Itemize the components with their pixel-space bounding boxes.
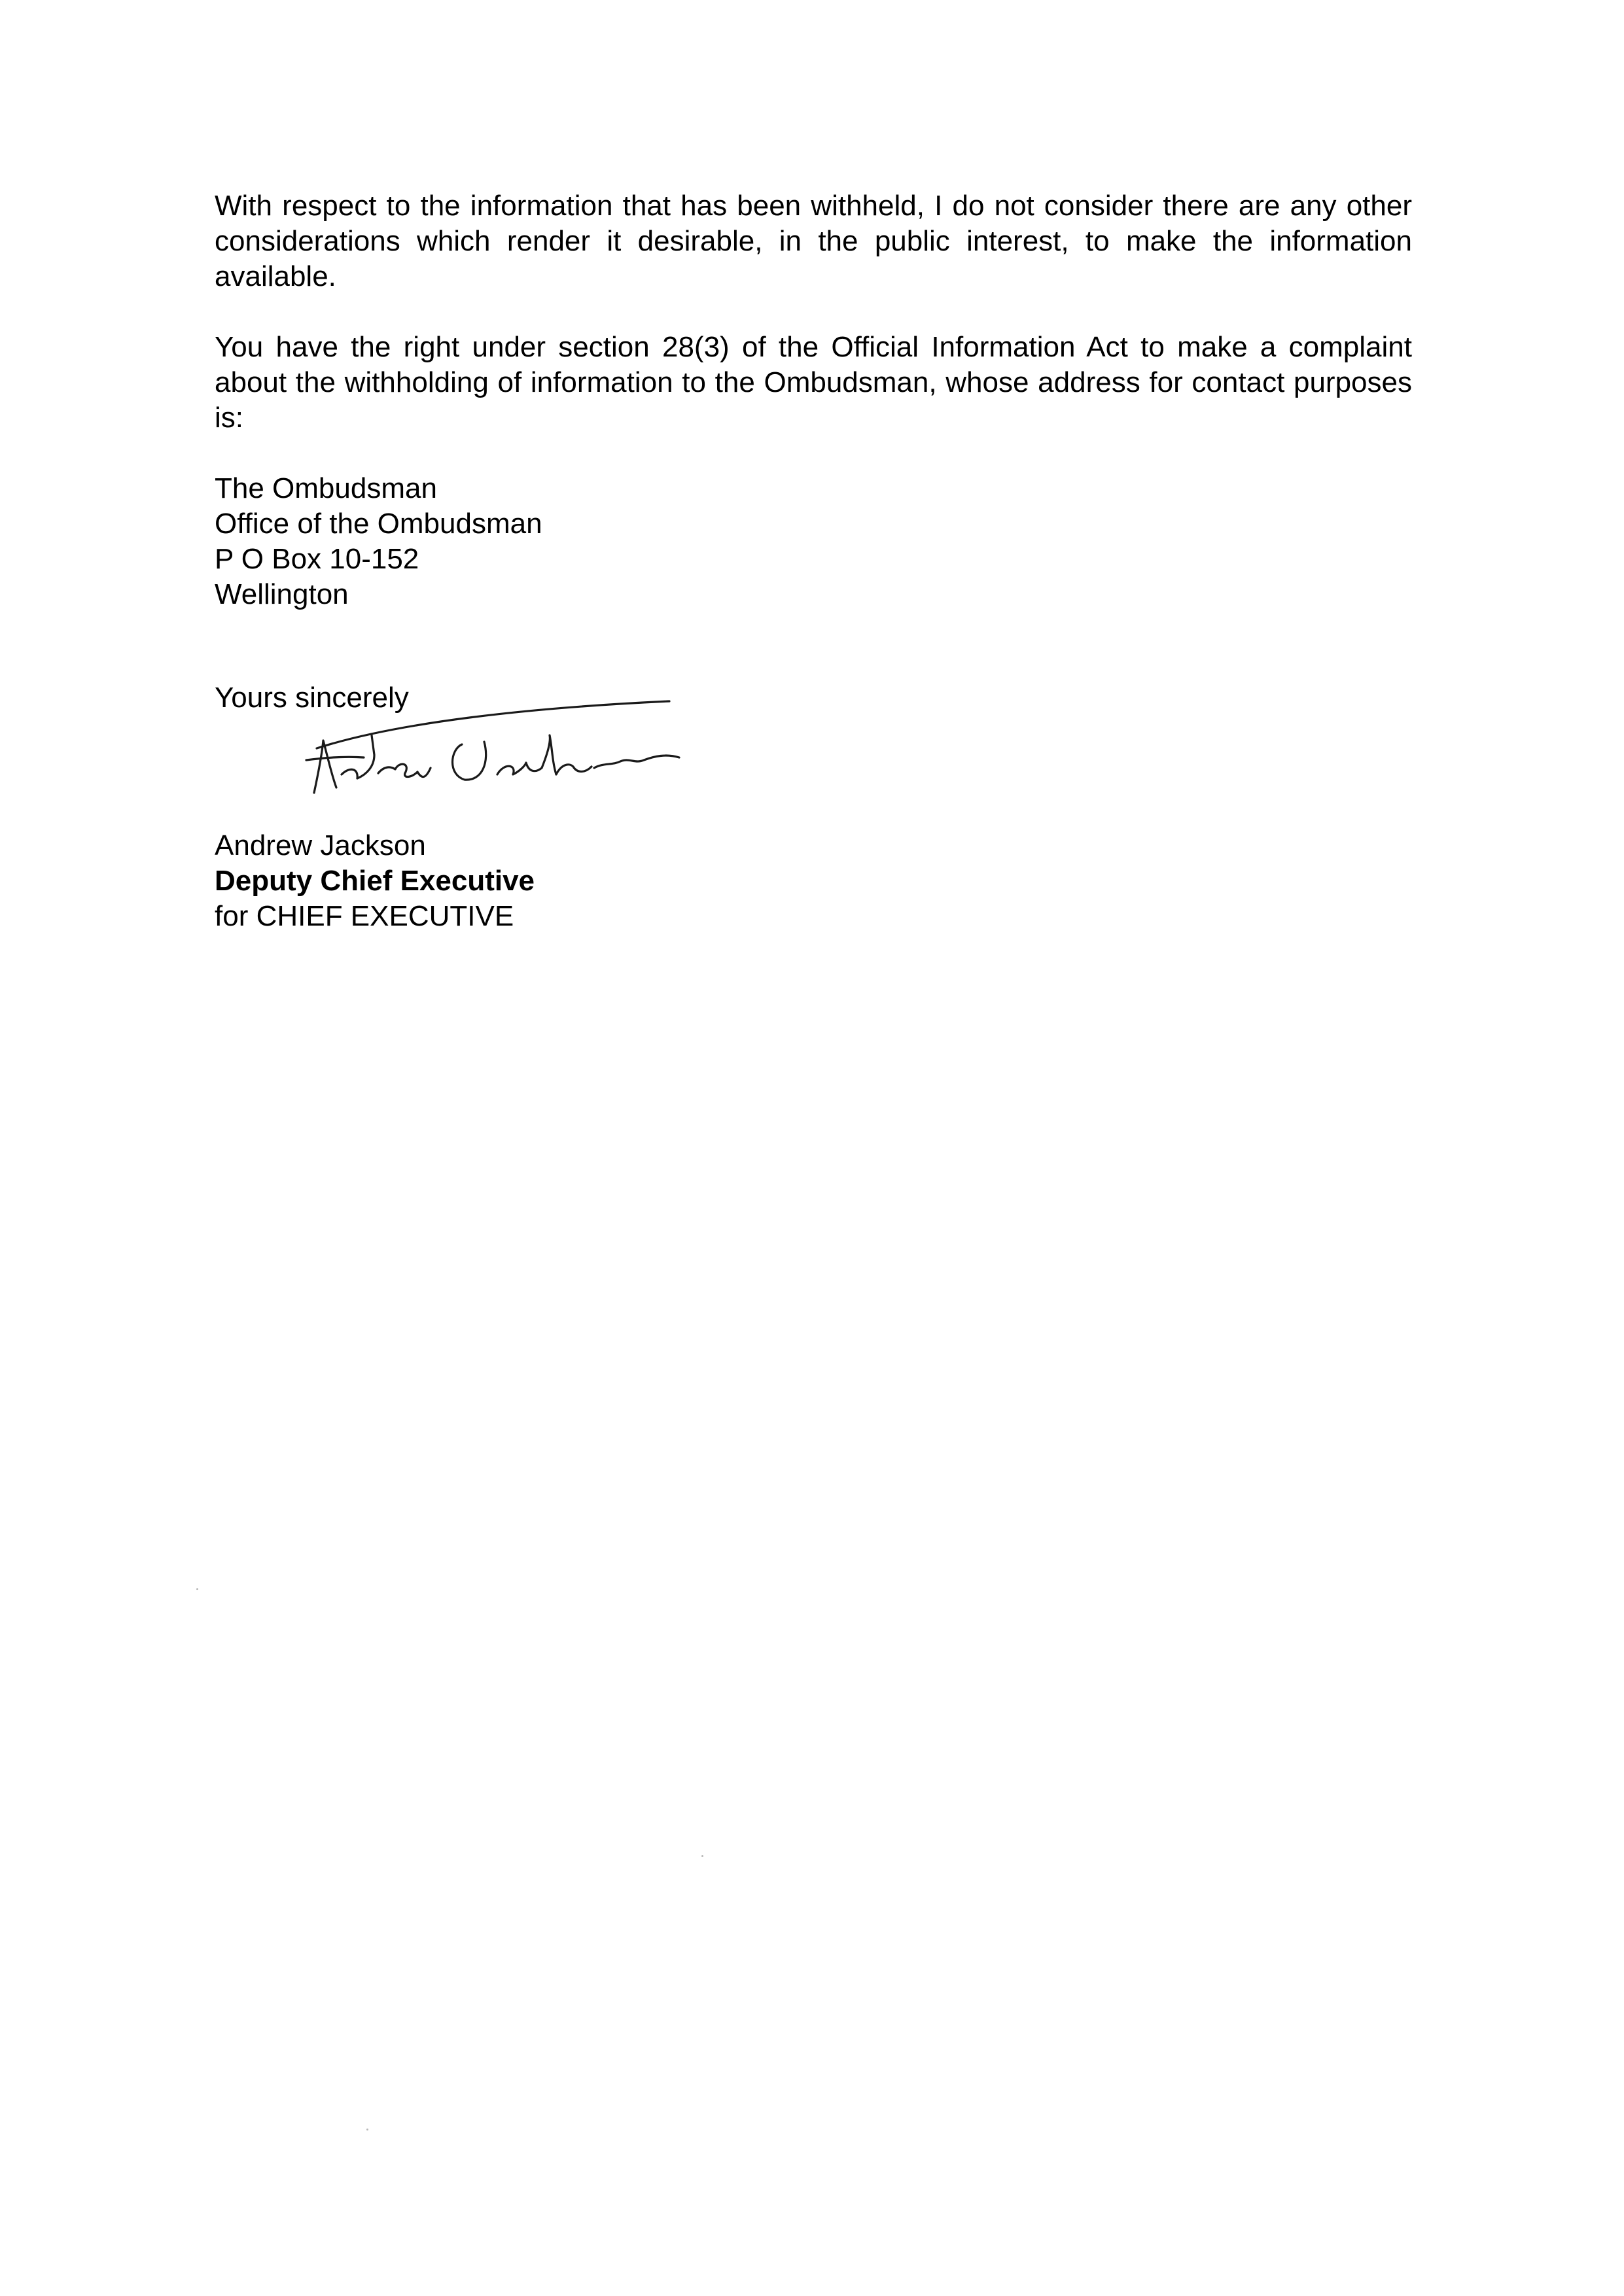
signature-area [215, 716, 1412, 828]
paragraph-withheld-information: With respect to the information that has been withheld, I do not consider there are any other considerations which render it desirable, in the public interest, to make the information available. [215, 190, 1412, 292]
letter-body [215, 188, 1412, 934]
closing-salutation: Yours sincerely [215, 682, 409, 714]
ombudsman-address [215, 471, 1412, 612]
signatory-name: Andrew Jackson [215, 829, 426, 861]
address-line-city: Wellington [215, 578, 349, 610]
signatory-title: Deputy Chief Executive [215, 865, 535, 897]
signatory-on-behalf-of: for CHIEF EXECUTIVE [215, 900, 514, 932]
address-line-name: The Ombudsman [215, 472, 437, 504]
scan-speck [196, 1588, 198, 1590]
scan-speck [366, 2129, 368, 2131]
scan-speck [701, 1855, 703, 1857]
address-line-office: Office of the Ombudsman [215, 508, 542, 540]
address-line-po-box: P O Box 10-152 [215, 543, 419, 575]
handwritten-signature [254, 676, 869, 846]
paragraph-ombudsman-complaint-right: You have the right under section 28(3) of the Official Information Act to make a complaint about the withholding of information to the Ombudsman, whose address for contact purposes is: [215, 331, 1412, 434]
